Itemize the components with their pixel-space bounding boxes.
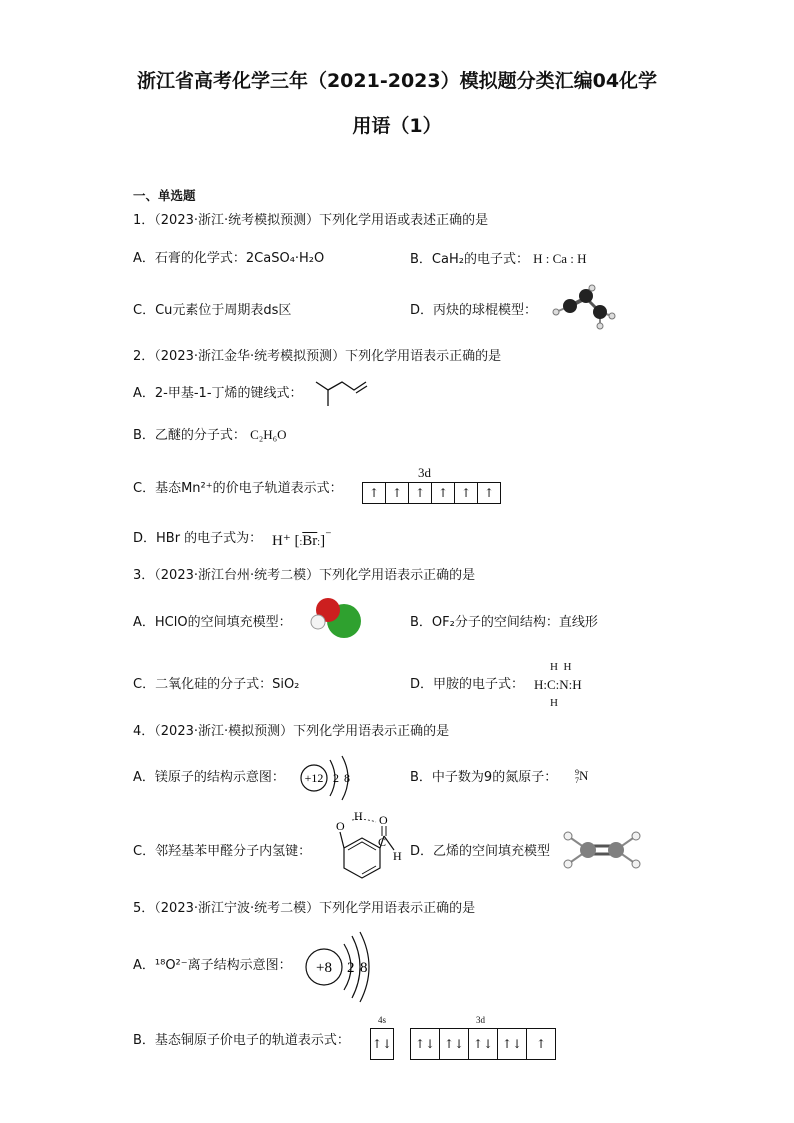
document-title-line2: 用语（1） — [352, 115, 442, 137]
q3-option-c: C．二氧化硅的分子式：SiO₂ — [133, 677, 300, 692]
atom-o-carbonyl: O — [379, 813, 388, 827]
q2-orbital-label: 3d — [418, 465, 431, 480]
nitrogen-mass-number: 9 — [575, 768, 579, 778]
nitrogen-symbol: N — [579, 768, 589, 783]
q5-option-a-text: ¹⁸O²⁻离子结构示意图： — [154, 958, 292, 973]
orbital-cell: ↑↓ — [371, 1037, 393, 1051]
mg-shell-1: 2 — [333, 771, 339, 785]
orbital-cell: ↑↓ — [440, 1029, 469, 1059]
q2-option-b — [133, 426, 287, 445]
methylamine-electron-formula: H:C:N:H — [534, 677, 582, 692]
q2-option-d: D．HBr 的电子式为： — [133, 531, 263, 546]
o-shell-1: 2 — [347, 960, 355, 976]
orbital-cell: ↑ — [455, 483, 478, 503]
q2-stem: 2．（2023·浙江金华·统考模拟预测）下列化学用语表示正确的是 — [133, 349, 502, 364]
q2-option-a: A．2-甲基-1-丁烯的键线式： — [133, 386, 303, 401]
propyne-ball-stick-model — [548, 284, 620, 330]
cu-3d-label: 3d — [476, 1015, 485, 1025]
atom-o-hydroxyl: O — [336, 819, 345, 833]
hbr-h-ion: H⁺ — [272, 533, 291, 549]
methylamine-h-top-2: H — [563, 661, 572, 673]
q1-option-c: C．Cu元素位于周期表ds区 — [133, 303, 292, 318]
orbital-cell: ↑ — [409, 483, 432, 503]
q1-option-b-label: B．CaH₂的电子式： — [410, 252, 529, 267]
orbital-cell: ↑↓ — [498, 1029, 527, 1059]
q1-stem: 1．（2023·浙江·统考模拟预测）下列化学用语或表述正确的是 — [133, 213, 489, 228]
section-heading: 一、单选题 — [133, 188, 196, 203]
methylamine-h-top-1: H — [550, 661, 558, 673]
ethylene-space-filling-model — [560, 826, 644, 874]
q3-stem: 3．（2023·浙江台州·统考二模）下列化学用语表示正确的是 — [133, 568, 476, 583]
mg-shell-2: 8 — [344, 771, 350, 785]
q4-option-c: C．邻羟基苯甲醛分子内氢键： — [133, 844, 312, 859]
atom-h-aldehyde: H — [393, 849, 402, 863]
nitrogen-isotope — [575, 767, 588, 785]
q4-stem: 4．（2023·浙江·模拟预测）下列化学用语表示正确的是 — [133, 724, 450, 739]
o2-ion-structure-diagram — [302, 930, 382, 1004]
cu-4s-label: 4s — [378, 1015, 387, 1025]
salicylaldehyde-hbond-structure — [318, 808, 404, 888]
q4-option-a: A．镁原子的结构示意图： — [133, 770, 285, 785]
nitrogen-atomic-number: 7 — [575, 776, 579, 786]
q2-option-b-formula: C₂H₆O — [250, 427, 287, 442]
q1-option-a: A．石膏的化学式：2CaSO₄·H₂O — [133, 251, 325, 266]
orbital-cell: ↑ — [363, 483, 386, 503]
orbital-cell: ↑ — [535, 1037, 547, 1051]
q1-option-d: D．丙炔的球棍模型： — [410, 303, 538, 318]
methylamine-bottom-h: H — [550, 697, 558, 709]
skeletal-formula — [312, 376, 368, 412]
atom-c-carbonyl: C — [378, 835, 387, 849]
mg-atom-structure-diagram — [296, 752, 358, 804]
mg-nucleus-charge: +12 — [304, 771, 324, 785]
q5-option-b: B．基态铜原子价电子的轨道表示式： — [133, 1033, 350, 1048]
mn-3d-orbital-boxes — [362, 482, 501, 504]
atom-h-hydroxyl: H — [354, 809, 363, 823]
q4-option-d: D．乙烯的空间填充模型 — [410, 844, 551, 859]
document-title-line1: 浙江省高考化学三年（2021-2023）模拟题分类汇编04化学 — [136, 70, 658, 92]
orbital-cell: ↑↓ — [411, 1029, 440, 1059]
cu-4s-orbital-box — [370, 1028, 394, 1060]
o-shell-2: 8 — [360, 960, 368, 976]
hbr-br: $\overline{Br}$ — [302, 533, 318, 549]
cu-3d-orbital-boxes — [410, 1028, 556, 1060]
q5-option-a-label: A． — [133, 958, 155, 973]
q3-option-d: D．甲胺的电子式： — [410, 677, 525, 692]
q4-option-b: B．中子数为9的氮原子： — [410, 770, 558, 785]
hbr-charge: ⁻ — [325, 528, 332, 542]
methylamine-top-h — [550, 658, 571, 676]
orbital-cell: ↑ — [432, 483, 455, 503]
q2-option-c: C．基态Mn²⁺的价电子轨道表示式： — [133, 481, 343, 496]
orbital-cell: ↑ — [483, 486, 495, 500]
q5-option-a — [133, 957, 292, 975]
orbital-cell: ↑↓ — [469, 1029, 498, 1059]
q1-option-b-formula: H : Ca : H — [533, 251, 587, 266]
orbital-cell: ↑ — [386, 483, 409, 503]
hbr-electron-formula: H⁺ $[:\overline{Br}:]^{^-}$ — [272, 528, 332, 549]
q1-option-b — [410, 250, 587, 269]
hclo-space-filling-model — [304, 596, 364, 640]
q5-stem: 5．（2023·浙江宁波·统考二模）下列化学用语表示正确的是 — [133, 901, 476, 916]
o-nucleus-charge: +8 — [316, 960, 332, 976]
q3-option-b: B．OF₂分子的空间结构：直线形 — [410, 615, 598, 630]
q3-option-a: A．HClO的空间填充模型： — [133, 615, 292, 630]
q2-option-b-label: B．乙醚的分子式： — [133, 428, 246, 443]
